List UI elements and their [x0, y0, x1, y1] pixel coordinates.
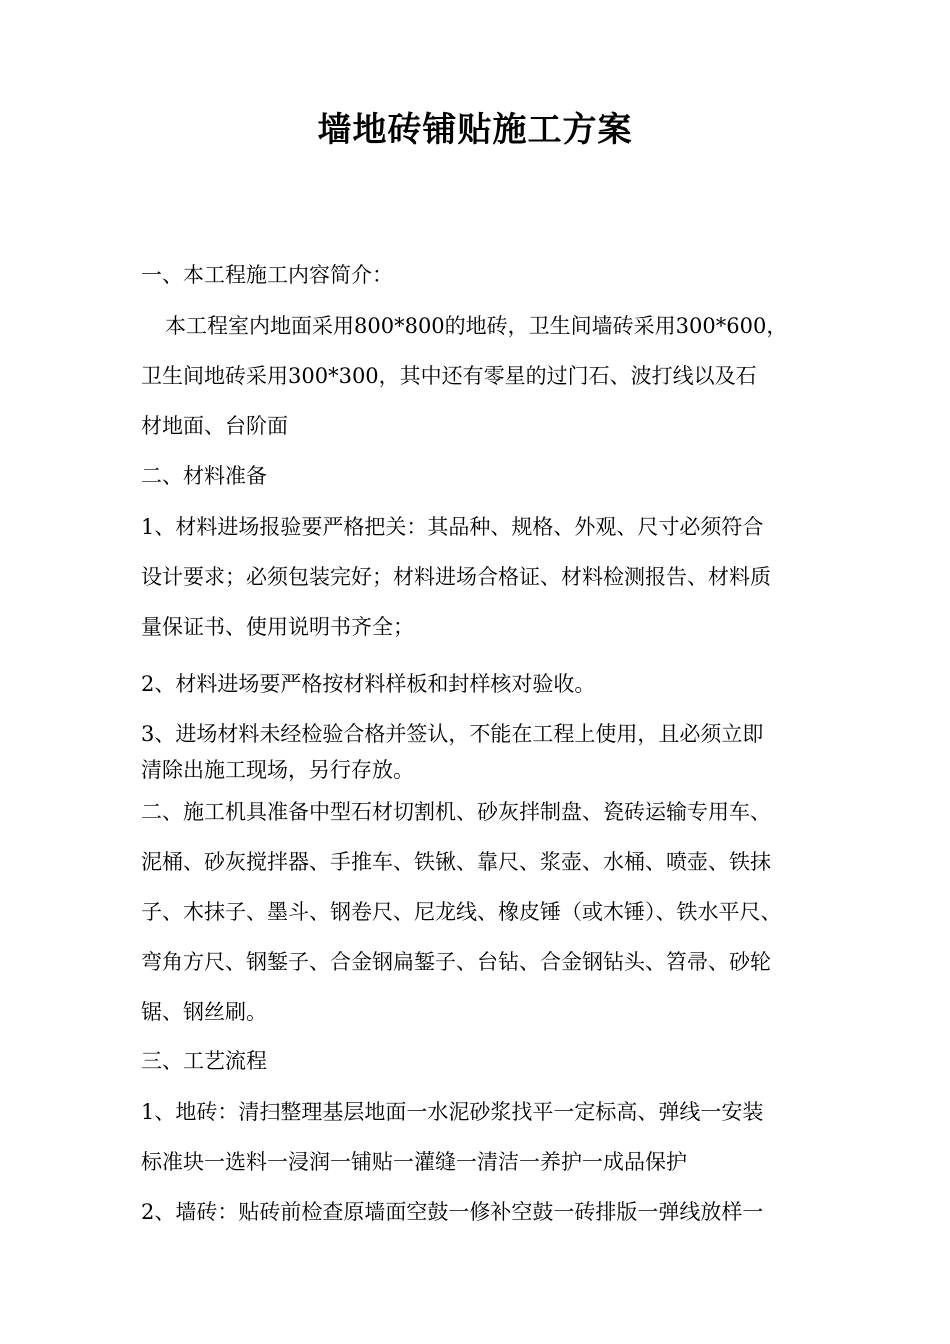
paragraph-line: 1、地砖：清扫整理基层地面一水泥砂浆找平一定标高、弹线一安装: [141, 1100, 764, 1124]
paragraph-line: 1、材料进场报验要严格把关：其品种、规格、外观、尺寸必须符合: [141, 515, 764, 539]
section-heading-process: 三、工艺流程: [141, 1049, 267, 1073]
section-heading-intro: 一、本工程施工内容简介：: [141, 263, 393, 287]
paragraph-line: 弯角方尺、钢錾子、合金钢扁錾子、台钻、合金钢钻头、笤帚、砂轮: [141, 950, 771, 974]
paragraph-line: 标准块一选料一浸润一铺贴一灌缝一清洁一养护一成品保护: [141, 1150, 687, 1174]
paragraph-line: 材地面、台阶面: [141, 414, 288, 438]
paragraph-line: 2、墙砖：贴砖前检查原墙面空鼓一修补空鼓一砖排版一弹线放样一: [141, 1200, 764, 1224]
paragraph-line: 锯、钢丝刷。: [141, 1000, 267, 1024]
page-title: 墙地砖铺贴施工方案: [317, 110, 633, 150]
section-heading-tools: 二、施工机具准备中型石材切割机、砂灰拌制盘、瓷砖运输专用车、: [141, 800, 771, 824]
section-heading-materials: 二、材料准备: [141, 464, 267, 488]
paragraph-line: 量保证书、使用说明书齐全；: [141, 615, 414, 639]
paragraph-line: 2、材料进场要严格按材料样板和封样核对验收。: [141, 672, 596, 696]
paragraph-line: 卫生间地砖采用300*300，其中还有零星的过门石、波打线以及石: [141, 364, 757, 388]
paragraph-line: 3、进场材料未经检验合格并签认，不能在工程上使用，且必须立即: [141, 722, 764, 746]
paragraph-line: 泥桶、砂灰搅拌器、手推车、铁锹、靠尺、浆壶、水桶、喷壶、铁抹: [141, 850, 771, 874]
paragraph-line: 子、木抹子、墨斗、钢卷尺、尼龙线、橡皮锤（或木锤）、铁水平尺、: [141, 900, 782, 924]
paragraph-line: 清除出施工现场，另行存放。: [141, 758, 414, 782]
paragraph-line: 本工程室内地面采用800*800的地砖，卫生间墙砖采用300*600，: [165, 314, 788, 338]
paragraph-line: 设计要求；必须包装完好；材料进场合格证、材料检测报告、材料质: [141, 565, 771, 589]
